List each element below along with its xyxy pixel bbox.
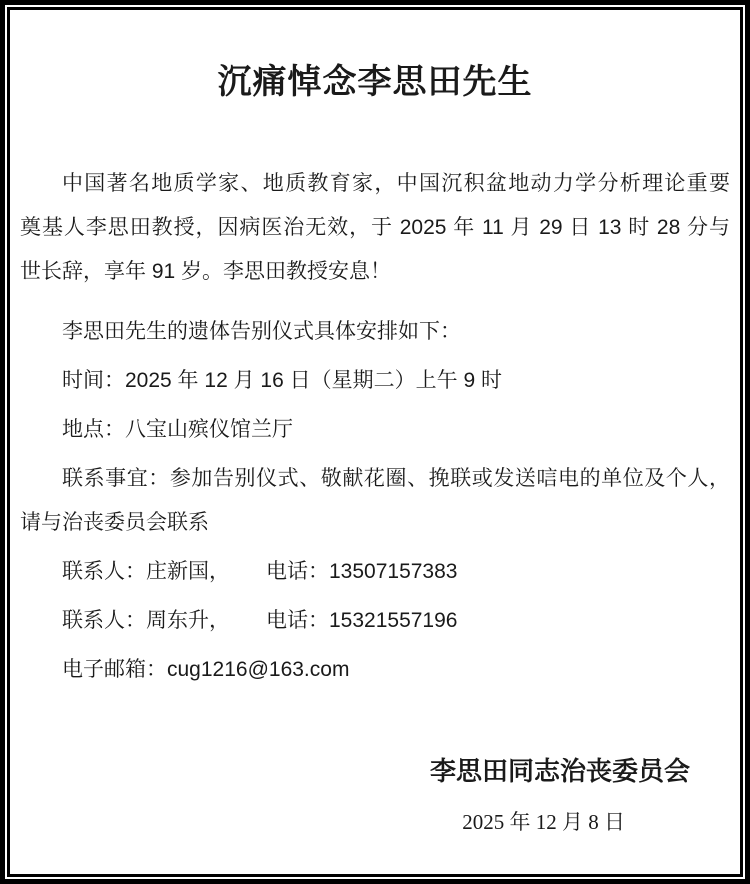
contact-matters-paragraph bbox=[20, 457, 730, 545]
ceremony-time-line: 时间：2025 年 12 月 16 日（星期二）上午 9 时 bbox=[62, 369, 502, 392]
intro-line-1: 中国著名地质学家、地质教育家，中国沉积盆地动力学分析理论重要 bbox=[62, 172, 730, 195]
intro-line-3: 世长辞，享年 91 岁。李思田教授安息！ bbox=[20, 260, 392, 283]
intro-line-2: 奠基人李思田教授，因病医治无效，于 2025 年 11 月 29 日 13 时 28 分与 bbox=[20, 216, 730, 239]
contact-row-1 bbox=[20, 550, 730, 594]
contact-matters-line-2: 请与治丧委员会联系 bbox=[20, 511, 209, 534]
contact-matters-line-1: 联系事宜：参加告别仪式、敬献花圈、挽联或发送唁电的单位及个人， bbox=[62, 467, 730, 490]
contact-1-name: 联系人：庄新国， bbox=[62, 560, 230, 583]
ceremony-location-line: 地点：八宝山殡仪馆兰厅 bbox=[62, 418, 293, 441]
signature-date: 2025 年 12 月 8 日 bbox=[462, 810, 625, 834]
contact-1-phone: 电话：13507157383 bbox=[266, 560, 458, 583]
notice-inner-frame bbox=[7, 7, 743, 877]
contact-2-phone: 电话：15321557196 bbox=[266, 609, 458, 632]
committee-signature: 李思田同志治丧委员会 bbox=[429, 756, 690, 786]
contact-row-2 bbox=[20, 599, 730, 643]
contact-2-name: 联系人：周东升， bbox=[62, 609, 230, 632]
obituary-intro-paragraph bbox=[20, 162, 730, 294]
email-line: 电子邮箱：cug1216@163.com bbox=[62, 658, 350, 681]
arrangement-intro-line: 李思田先生的遗体告别仪式具体安排如下： bbox=[62, 320, 461, 343]
page-title: 沉痛悼念李思田先生 bbox=[217, 63, 533, 101]
